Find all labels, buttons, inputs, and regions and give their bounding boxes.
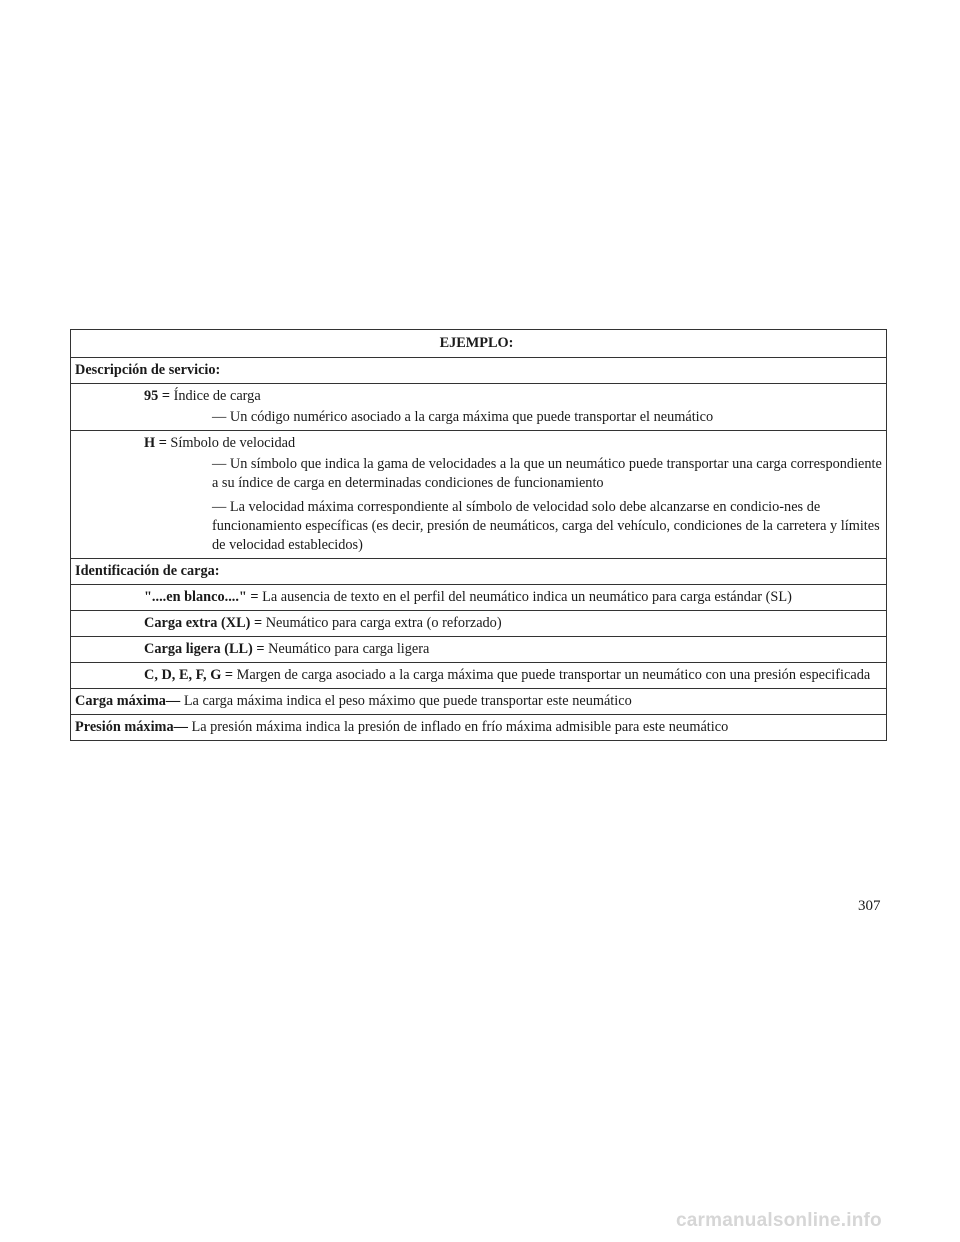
speed-symbol-row: [71, 431, 886, 559]
load-index-definition: Índice de carga: [173, 388, 261, 404]
range-term: C, D, E, F, G =: [144, 667, 234, 683]
max-pressure-row: [71, 715, 886, 741]
blank-term: "....en blanco...." =: [144, 589, 259, 605]
load-index-term: 95 =: [144, 388, 171, 404]
load-index-row: [71, 384, 886, 431]
tire-example-table: [70, 329, 887, 741]
load-identification-heading: Identificación de carga:: [71, 559, 886, 585]
service-description-heading: Descripción de servicio:: [71, 358, 886, 384]
max-pressure-term: Presión máxima—: [75, 719, 188, 735]
speed-symbol-note-2: — La velocidad máxima correspondiente al símbolo de velocidad solo debe alcanzarse en condicio-nes de funcionamiento específicas (es decir, presión de neumáticos, carga del vehículo, condiciones de la carretera y límites de velocidad establecidos): [212, 499, 880, 553]
load-identification-item-ll: [71, 637, 886, 663]
max-load-term: Carga máxima—: [75, 693, 181, 709]
max-load-definition: La carga máxima indica el peso máximo que puede transportar este neumático: [183, 693, 632, 709]
xl-definition: Neumático para carga extra (o reforzado): [265, 615, 502, 631]
page-number: 307: [858, 898, 881, 914]
speed-symbol-term: H =: [144, 435, 167, 451]
range-definition: Margen de carga asociado a la carga máxima que puede transportar un neumático con una presión especificada: [236, 667, 871, 683]
speed-symbol-definition: Símbolo de velocidad: [170, 435, 296, 451]
xl-term: Carga extra (XL) =: [144, 615, 263, 631]
ll-definition: Neumático para carga ligera: [268, 641, 430, 657]
load-index-note: — Un código numérico asociado a la carga máxima que puede transportar el neumático: [212, 409, 714, 425]
max-pressure-definition: La presión máxima indica la presión de inflado en frío máxima admisible para este neumático: [191, 719, 729, 735]
table-header: EJEMPLO:: [71, 330, 886, 358]
ll-term: Carga ligera (LL) =: [144, 641, 265, 657]
load-identification-item-xl: [71, 611, 886, 637]
blank-definition: La ausencia de texto en el perfil del neumático indica un neumático para carga estándar (SL): [262, 589, 792, 605]
speed-symbol-note-1: — Un símbolo que indica la gama de velocidades a la que un neumático puede transportar una carga correspondiente a su índice de carga en determinadas condiciones de funcionamiento: [212, 456, 882, 491]
max-load-row: [71, 689, 886, 715]
load-identification-item-range: [71, 663, 886, 689]
load-identification-item-blank: [71, 585, 886, 611]
watermark: carmanualsonline.info: [676, 1210, 882, 1231]
